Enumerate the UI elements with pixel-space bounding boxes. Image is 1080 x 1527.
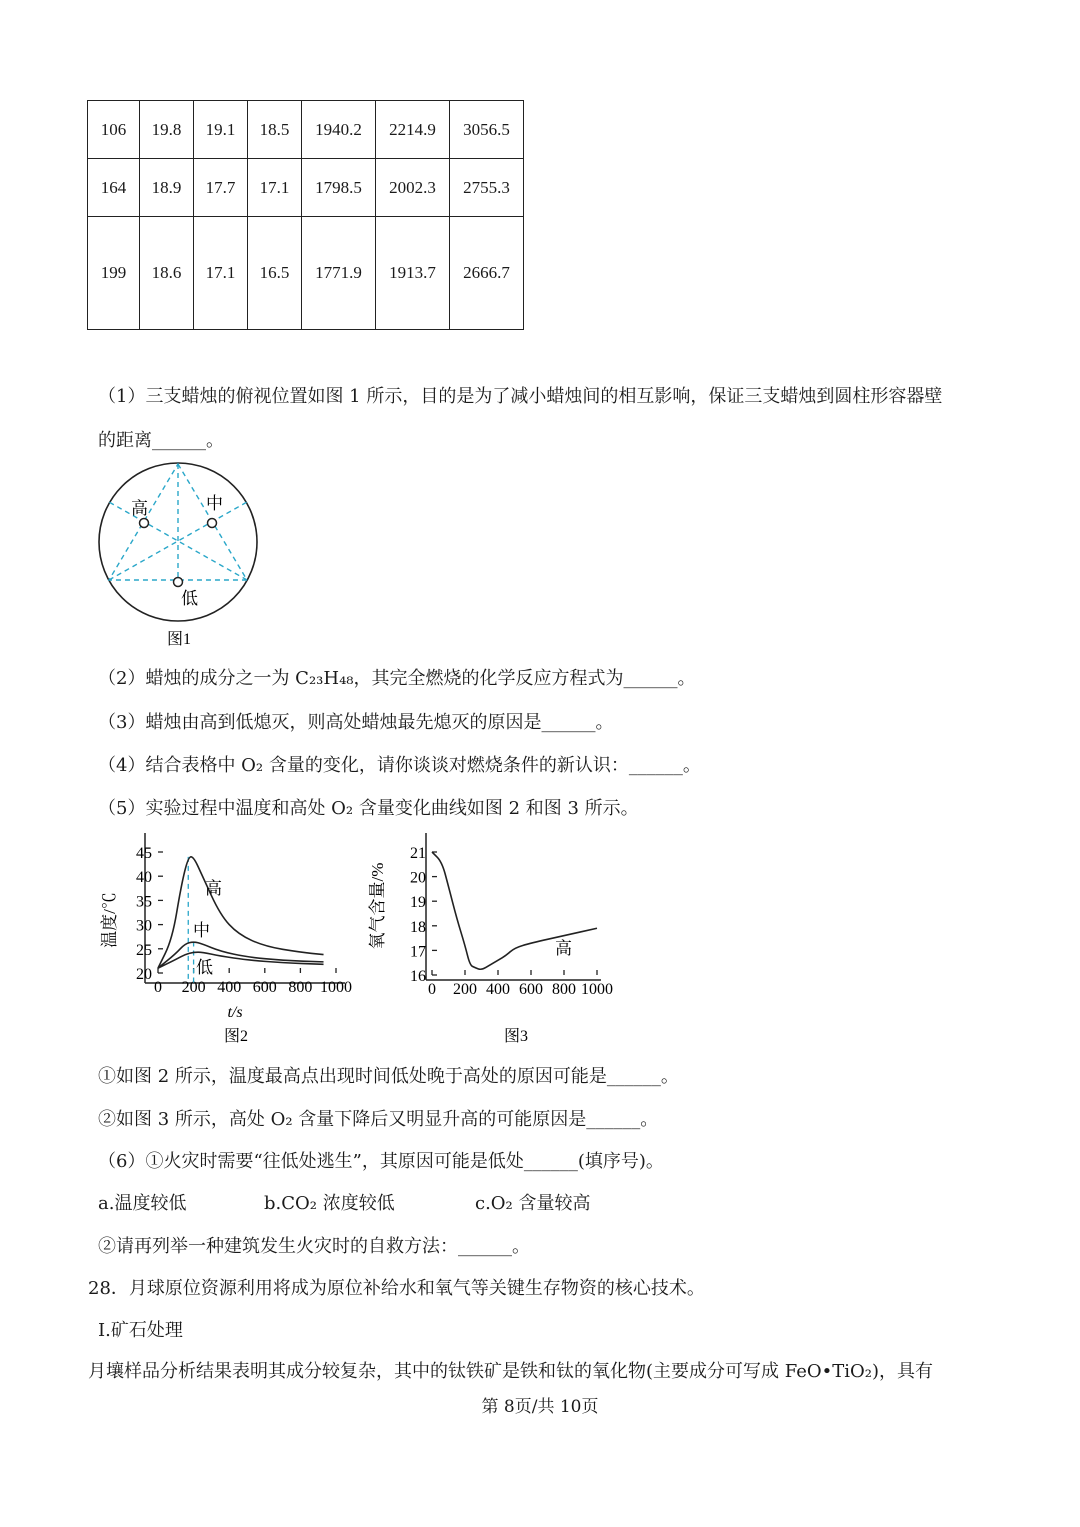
- table-cell: 18.9: [140, 159, 194, 217]
- x-tick-label: 600: [519, 981, 543, 998]
- table-cell: 1771.9: [302, 217, 376, 330]
- table-cell: 3056.5: [450, 101, 524, 159]
- table-cell: 18.6: [140, 217, 194, 330]
- y-tick-label: 20: [410, 869, 426, 887]
- x-tick-label: 0: [154, 979, 162, 996]
- table-cell: 17.7: [194, 159, 248, 217]
- figure-3-caption: 图3: [503, 1028, 529, 1045]
- label-high: 高: [131, 499, 148, 518]
- y-axis-label: 温度/℃: [100, 892, 119, 948]
- y-tick-label: 45: [136, 845, 152, 862]
- series-label-low: 低: [196, 958, 213, 977]
- y-tick-label: 21: [410, 845, 426, 862]
- figure-2-caption: 图2: [223, 1028, 249, 1045]
- x-tick-label: 0: [428, 981, 436, 998]
- data-table: [87, 100, 524, 330]
- option-a: a.温度较低: [98, 1193, 187, 1214]
- label-mid: 中: [206, 494, 223, 513]
- figure-2-chart: [95, 828, 365, 1053]
- table-cell: 2755.3: [450, 159, 524, 217]
- figure-1: [95, 462, 265, 652]
- x-tick-label: 800: [552, 981, 576, 998]
- x-tick-label: 600: [252, 979, 277, 996]
- option-c: c.O₂ 含量较高: [475, 1193, 591, 1214]
- question-3: （3）蜡烛由高到低熄灭，则高处蜡烛最先熄灭的原因是______。: [98, 712, 614, 733]
- series-line: [158, 952, 324, 968]
- y-tick-label: 18: [410, 918, 426, 936]
- table-cell: 19.8: [140, 101, 194, 159]
- y-tick-label: 16: [410, 968, 426, 985]
- question-28: 28．月球原位资源利用将成为原位补给水和氧气等关键生存物资的核心技术。: [88, 1278, 705, 1299]
- table-cell: 2666.7: [450, 217, 524, 330]
- table-cell: 17.1: [248, 159, 302, 217]
- x-tick-label: 1000: [320, 979, 352, 996]
- series-line: [432, 852, 597, 969]
- table-row: [88, 101, 524, 159]
- series-line: [158, 857, 324, 968]
- question-5-sub-2: ②如图 3 所示，高处 O₂ 含量下降后又明显升高的可能原因是______。: [98, 1109, 659, 1130]
- x-tick-label: 800: [288, 979, 313, 996]
- question-1-line-2: 的距离______。: [98, 430, 224, 451]
- series-label-mid: 中: [193, 921, 210, 940]
- question-1-line-1: （1）三支蜡烛的俯视位置如图 1 所示，目的是为了减小蜡烛间的相互影响，保证三支蜡烛到圆柱形容器壁: [98, 386, 943, 407]
- y-tick-label: 40: [136, 869, 152, 887]
- section-heading: I.矿石处理: [98, 1320, 183, 1341]
- table-cell: 18.5: [248, 101, 302, 159]
- x-tick-label: 400: [486, 981, 510, 998]
- table-cell: 106: [88, 101, 140, 159]
- table-row: [88, 159, 524, 217]
- x-tick-label: 200: [453, 981, 477, 998]
- table-cell: 2002.3: [376, 159, 450, 217]
- y-axis-label: 氧气含量/%: [368, 862, 387, 950]
- x-tick-label: 200: [181, 979, 206, 996]
- table-cell: 16.5: [248, 217, 302, 330]
- table-cell: 2214.9: [376, 101, 450, 159]
- y-tick-label: 20: [136, 966, 152, 983]
- y-tick-label: 30: [136, 917, 152, 935]
- page-footer: 第 8页/共 10页: [481, 1397, 599, 1417]
- question-5-sub-1: ①如图 2 所示，温度最高点出现时间低处晚于高处的原因可能是______。: [98, 1066, 679, 1087]
- x-tick-label: 1000: [581, 981, 613, 998]
- candle-high-marker: [140, 519, 149, 528]
- figure-1-caption: 图1: [167, 631, 192, 648]
- question-2: （2）蜡烛的成分之一为 C₂₃H₄₈，其完全燃烧的化学反应方程式为______。: [98, 668, 696, 689]
- question-5: （5）实验过程中温度和高处 O₂ 含量变化曲线如图 2 和图 3 所示。: [98, 798, 639, 819]
- x-tick-label: 400: [217, 979, 242, 996]
- x-axis-label: t/s: [227, 1004, 243, 1021]
- option-b: b.CO₂ 浓度较低: [264, 1193, 395, 1214]
- series-label-high: 高: [205, 879, 222, 898]
- table-row: [88, 217, 524, 330]
- table-cell: 1798.5: [302, 159, 376, 217]
- candle-low-marker: [174, 578, 183, 587]
- paragraph-text: 月壤样品分析结果表明其成分较复杂，其中的钛铁矿是铁和钛的氧化物(主要成分可写成 FeO•TiO₂)，具有: [88, 1361, 934, 1382]
- question-6-sub-1: （6）①火灾时需要“往低处逃生”，其原因可能是低处______(填序号)。: [98, 1151, 664, 1172]
- question-6-sub-2: ②请再列举一种建筑发生火灾时的自救方法：______。: [98, 1236, 530, 1257]
- figure-3-chart: [365, 828, 625, 1053]
- table-cell: 17.1: [194, 217, 248, 330]
- label-low: 低: [181, 589, 198, 608]
- table-cell: 1913.7: [376, 217, 450, 330]
- series-label-high: 高: [555, 939, 572, 958]
- dashed-guides: [109, 464, 247, 580]
- y-tick-label: 35: [136, 893, 152, 911]
- question-4: （4）结合表格中 O₂ 含量的变化，请你谈谈对燃烧条件的新认识：______。: [98, 755, 701, 776]
- y-tick-label: 25: [136, 941, 152, 959]
- table-cell: 1940.2: [302, 101, 376, 159]
- y-tick-label: 17: [410, 943, 426, 961]
- y-tick-label: 19: [410, 894, 426, 912]
- table-cell: 19.1: [194, 101, 248, 159]
- table-cell: 164: [88, 159, 140, 217]
- candle-mid-marker: [208, 519, 217, 528]
- table-cell: 199: [88, 217, 140, 330]
